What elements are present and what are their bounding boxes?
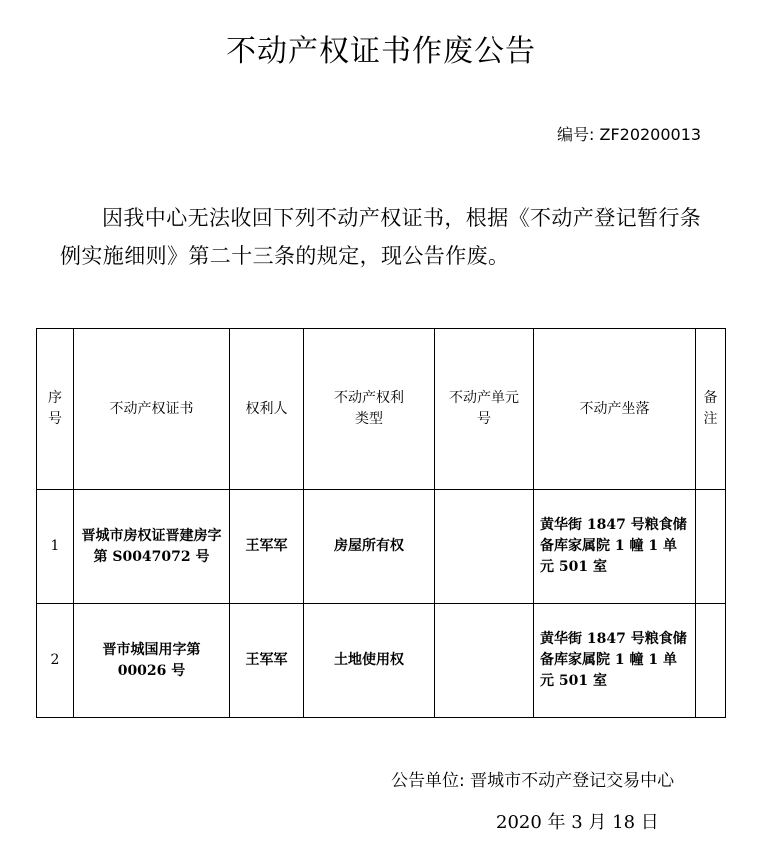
cell-unit-number [435,604,534,718]
header-certificate: 不动产权证书 [74,329,230,490]
announcement-body: 因我中心无法收回下列不动产权证书，根据《不动产登记暂行条例实施细则》第二十三条的规定，现公告作废。 [60,206,702,268]
announcement-date: 2020 年 3 月 18 日 [496,812,659,833]
certificate-table [36,328,726,718]
cell-right-type: 土地使用权 [304,604,435,718]
header-owner: 权利人 [230,329,304,490]
header-right-type: 不动产权利类型 [304,329,435,490]
cell-seq: 2 [37,604,74,718]
header-unit-number: 不动产单元号 [435,329,534,490]
cell-location: 黄华街 1847 号粮食储备库家属院 1 幢 1 单元 501 室 [534,604,696,718]
table-header-row [37,329,726,490]
cell-remark [696,490,726,604]
header-location: 不动产坐落 [534,329,696,490]
header-seq: 序号 [37,329,74,490]
cell-certificate: 晋城市房权证晋建房字第 S0047072 号 [74,490,230,604]
cell-unit-number [435,490,534,604]
header-remark: 备注 [696,329,726,490]
table-row [37,604,726,718]
document-number: 编号: ZF20200013 [557,125,702,144]
cell-seq: 1 [37,490,74,604]
page-title: 不动产权证书作废公告 [226,34,536,69]
cell-remark [696,604,726,718]
table-row [37,490,726,604]
issuing-organization: 公告单位: 晋城市不动产登记交易中心 [391,771,675,791]
cell-owner: 王军军 [230,604,304,718]
cell-location: 黄华街 1847 号粮食储备库家属院 1 幢 1 单元 501 室 [534,490,696,604]
cell-owner: 王军军 [230,490,304,604]
cell-right-type: 房屋所有权 [304,490,435,604]
cell-certificate: 晋市城国用字第 00026 号 [74,604,230,718]
